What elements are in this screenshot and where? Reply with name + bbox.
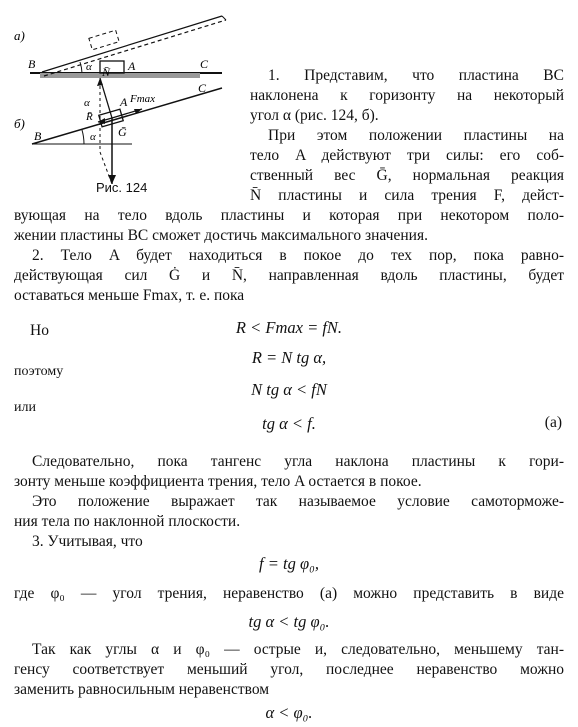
point-a-b: A <box>120 95 128 109</box>
text-line-11: Так как углы α и φ₀ — острые и, следовательно, меньшему тан- <box>32 641 564 658</box>
formula-5: f = tg φ₀, <box>259 554 319 573</box>
label-r: R̄ <box>86 111 93 123</box>
text-line-1: вующая на тело вдоль пластины и которая при некотором поло- <box>14 207 564 224</box>
formula-2: R = N tg α, <box>251 348 327 367</box>
label-g: Ḡ <box>118 125 127 139</box>
right-line-2: наклонена к горизонту на некоторый <box>250 87 564 104</box>
label-no: Но <box>30 322 49 339</box>
formula-4: tg α < f. <box>262 414 316 433</box>
formula-3: N tg α < fN <box>251 380 327 399</box>
right-line-3: угол α (рис. 124, б). <box>250 107 379 124</box>
equation-tag-a: (a) <box>544 414 562 431</box>
text-line-3: 2. Тело A будет находиться в покое до тех пор, пока равно- <box>32 247 564 264</box>
right-line-1: 1. Представим, что пластина BC <box>268 67 564 84</box>
angle-arc-b <box>82 130 84 144</box>
text-line-7: зонту меньше коэффициента трения, тело A остается в покое. <box>14 473 422 490</box>
alpha-label-b1: α <box>84 97 90 109</box>
figure-124 <box>12 6 257 206</box>
body-a-inclined <box>89 30 119 50</box>
text-line-12: генсу соответствует меньший угол, последнее неравенство можно <box>14 661 564 678</box>
point-c-b: C <box>198 81 207 95</box>
text-line-6: Следовательно, пока тангенс угла наклона пластины к гори- <box>32 453 564 470</box>
point-b-a: B <box>28 57 36 71</box>
right-line-5: тело A действуют три силы: его соб- <box>250 147 564 164</box>
label-n: N̄ <box>102 65 111 79</box>
text-line-2: жении пластины BC сможет достичь максимального значения. <box>14 227 428 244</box>
plate-hatch <box>40 73 200 78</box>
text-line-8: Это положение выражает так называемое условие самоторможе- <box>32 493 564 510</box>
point-b-b: B <box>34 129 42 143</box>
figure-label-b: б) <box>14 116 25 131</box>
point-a-a: A <box>128 59 136 73</box>
text-line-13: заменить равносильным неравенством <box>14 681 270 698</box>
figure-caption: Рис. 124 <box>96 180 148 195</box>
text-line-10: 3. Учитывая, что <box>32 533 143 550</box>
text-line-gde: где φ₀ — угол трения, неравенство (a) можно представить в виде <box>14 585 564 602</box>
right-line-6: ственный вес Ḡ, нормальная реакция <box>250 167 564 184</box>
alpha-label-b2: α <box>90 131 96 143</box>
label-ili: или <box>14 400 36 415</box>
label-fmax: Fmax <box>130 93 156 105</box>
right-line-7: N̄ пластины и сила трения F, дейст- <box>250 187 564 204</box>
formula-1: R < Fmax = fN. <box>235 318 343 337</box>
formula-7: α < φ₀. <box>265 703 313 722</box>
formula-6: tg α < tg φ₀. <box>248 612 330 631</box>
figure-label-a: а) <box>14 28 25 43</box>
text-line-4: действующая сил Ġ и N̄, направленная вдоль пластины, будет <box>14 267 564 284</box>
label-poetomu: поэтому <box>14 364 64 379</box>
point-c-a: C <box>200 57 209 71</box>
angle-label-a: α <box>86 61 92 73</box>
text-line-9: ния тела по наклонной плоскости. <box>14 513 241 530</box>
angle-arc-a <box>80 62 82 73</box>
text-line-5: оставаться меньше Fmax, т. е. пока <box>14 287 245 304</box>
right-line-4: При этом положении пластины на <box>268 127 564 144</box>
